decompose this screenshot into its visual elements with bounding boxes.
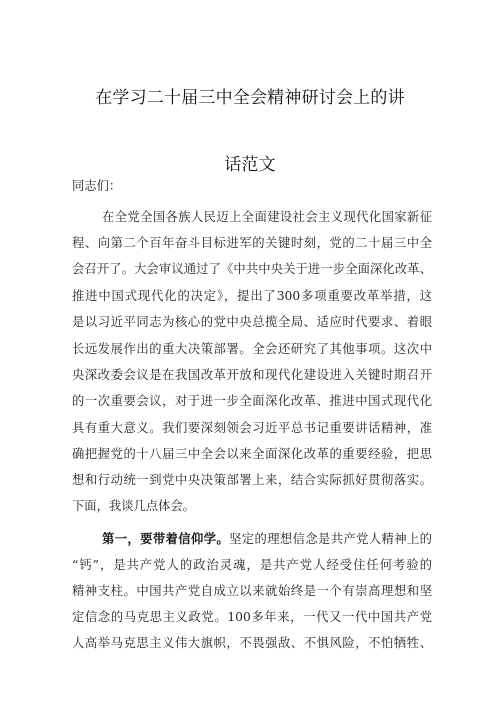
paragraph-2-line: 精神支柱。中国共产党自成立以来就始终是一个有崇高理想和坚	[72, 584, 432, 598]
paragraph-2-line: 人高举马克思主义伟大旗帜，不畏强敌、不惧风险，不怕牺牲、	[72, 636, 432, 650]
paragraph-1-line: 推进中国式现代化的决定》，提出了300多项重要改革举措，这	[72, 289, 432, 303]
paragraph-1-line: 在全党全国各族人民迈上全面建设社会主义现代化国家新征	[102, 210, 432, 224]
document-title-line-2: 话范文	[224, 155, 276, 175]
paragraph-2-first-line	[102, 529, 432, 547]
greeting: 同志们：	[72, 179, 122, 193]
paragraph-1-line: 央深改委会议是在我国改革开放和现代化建设进入关键时期召开	[72, 368, 432, 382]
paragraph-1-line: 确把握党的十八届三中全会以来全面深化改革的重要经验，把思	[72, 447, 432, 461]
paragraph-2-lead: 第一，要带着信仰学。	[102, 532, 230, 546]
paragraph-1-line: 的一次重要会议，对于进一步全面深化改革、推进中国式现代化	[72, 394, 432, 408]
paragraph-1-line: 是以习近平同志为核心的党中央总揽全局、适应时代要求、着眼	[72, 315, 432, 329]
paragraph-2-line: 定信念的马克思主义政党。100多年来，一代又一代中国共产党	[72, 610, 432, 624]
paragraph-1-line: 程、向第二个百年奋斗目标进军的关键时刻，党的二十届三中全	[72, 236, 432, 250]
paragraph-1-line: 想和行动统一到党中央决策部署上来，结合实际抓好贯彻落实。	[72, 473, 432, 487]
paragraph-1-line: 下面，我谈几点体会。	[72, 499, 195, 513]
paragraph-1-line: 会召开了。大会审议通过了《中共中央关于进一步全面深化改革、	[72, 262, 432, 276]
document-title-line-1: 在学习二十届三中全会精神研讨会上的讲	[95, 88, 405, 108]
paragraph-1-line: 具有重大意义。我们要深刻领会习近平总书记重要讲话精神，准	[72, 421, 432, 435]
paragraph-1-line: 长远发展作出的重大决策部署。全会还研究了其他事项。这次中	[72, 342, 432, 356]
paragraph-2-line: “钙”，是共产党人的政治灵魂，是共产党人经受住任何考验的	[72, 558, 432, 572]
paragraph-2-first-text: 坚定的理想信念是共产党人精神上的	[229, 532, 432, 546]
